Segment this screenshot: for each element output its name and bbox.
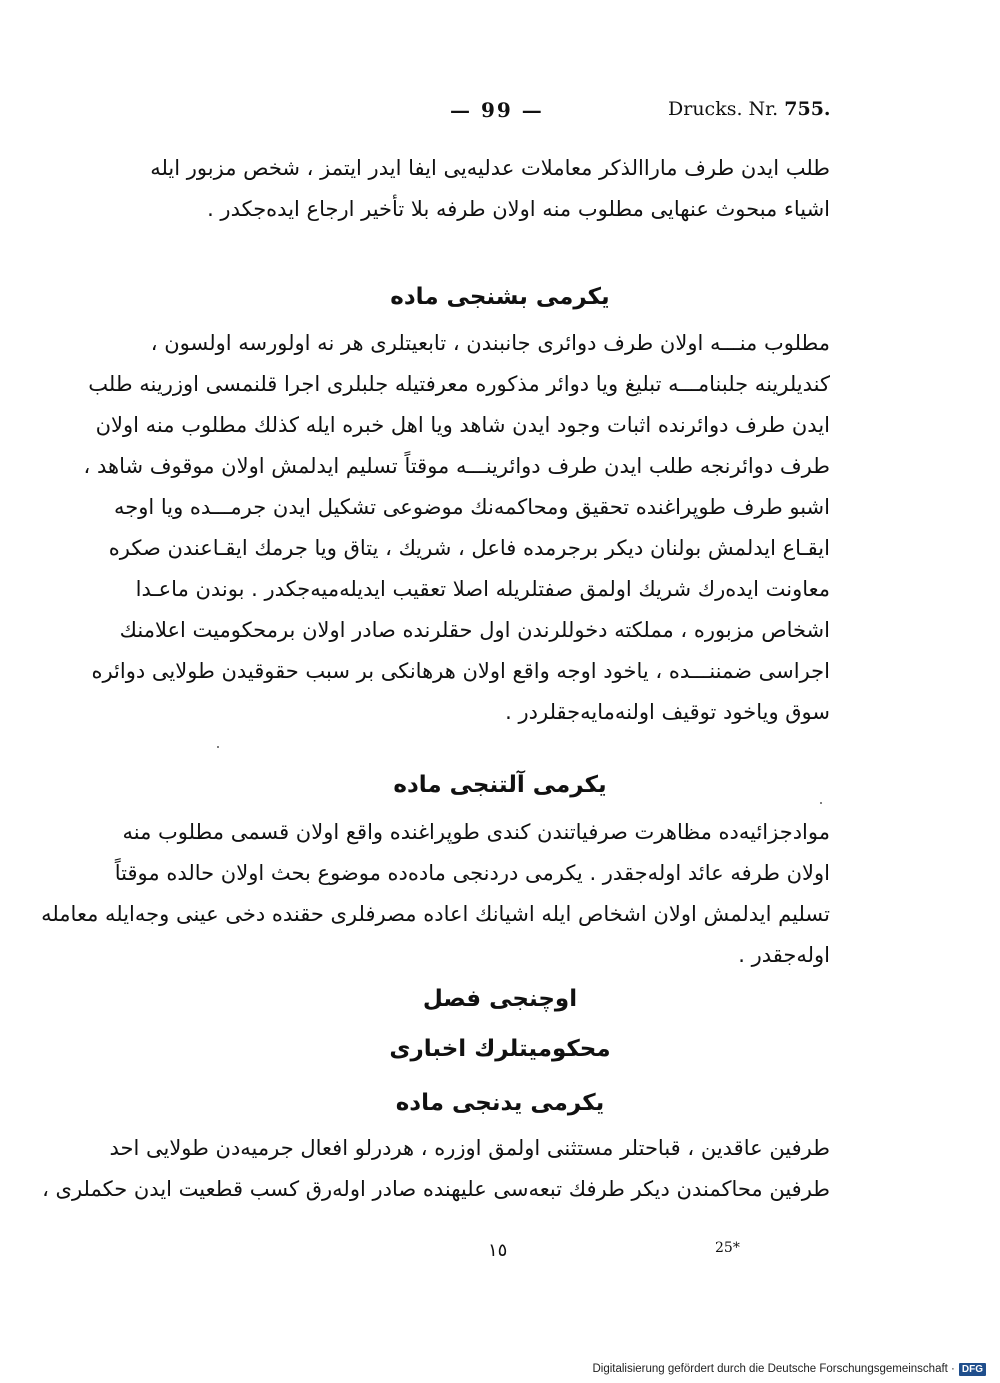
paragraph-line: اجراسی ضمننـــده ، یاخود اوجه واقع اولان هرهانکی بر سبب حقوقیدن طولایی دوائره [91, 659, 830, 683]
paragraph-line: تسلیم ایدلمش اولان اشخاص ایله اشیانك اعاده مصرفلری حقنده دخی عینی وجه‌ایله معامله [41, 902, 830, 926]
article-26-title: یکرمی آلتنجی ماده [393, 772, 607, 798]
paragraph-line: کندیلرینه جلبنامـــه تبلیغ ویا دوائر مذکوره معرفتیله جلبلری اجرا قلنمسی اوزرینه طلب [88, 372, 830, 396]
scan-speck [217, 746, 219, 748]
intro-paragraph [150, 148, 830, 230]
digitization-notice [592, 1359, 986, 1379]
paragraph-line: طرف دوائرنجه طلب ایدن طرف دوائرینـــه موقتاً تسلیم ایدلمش اولان موقوف شاهد ، [83, 454, 830, 478]
paragraph-line: طرفین محاکمندن دیکر طرفك تبعه‌سی علیهنده صادر اوله‌رق کسب قطعیت ایدن حکملری ، [42, 1177, 830, 1201]
print-reference [668, 98, 831, 120]
paragraph-line: سوق ویاخود توقیف اولنه‌مایه‌جقلردر . [505, 700, 830, 724]
page-number: — 99 — [450, 98, 544, 122]
scan-speck [820, 802, 822, 804]
paragraph-line: اشیاء مبحوث عنهایی مطلوب منه اولان طرفه بلا تأخیر ارجاع ایده‌جکدر . [207, 197, 830, 221]
signature-mark: ١٥ [488, 1240, 508, 1261]
page-header [0, 98, 1000, 134]
digitization-notice-text: Digitalisierung gefördert durch die Deutsche Forschungsgemeinschaft · [592, 1363, 955, 1375]
article-27-title: یکرمی یدنجی ماده [395, 1090, 605, 1116]
paragraph-line: اوله‌جقدر . [738, 943, 830, 967]
paragraph-line: مطلوب منـــه اولان طرف دوائری جانبندن ، تابعیتلری هر نه اولورسه اولسون ، [150, 331, 830, 355]
section-3-subtitle: محکومیتلرك اخباری [389, 1036, 611, 1062]
sheet-mark: 25* [715, 1240, 740, 1256]
article-26-body [41, 812, 830, 976]
paragraph-line: اشخاص مزبوره ، مملکته دخوللرندن اول حقلرنده صادر اولان برمحکومیت اعلامنك [119, 618, 830, 642]
paragraph-line: طرفین عاقدین ، قباحتلر مستثنی اولمق اوزره ، هردرلو افعال جرمیه‌دن طولایی احد [109, 1136, 830, 1160]
dfg-logo: DFG [959, 1363, 986, 1376]
paragraph-line: اولان طرفه عائد اوله‌جقدر . یکرمی دردنجی ماده‌ده موضوع بحث اولان حالده موقتاً [114, 861, 830, 885]
section-3-title: اوچنجی فصل [422, 986, 578, 1012]
paragraph-line: اشبو طرف طوپراغنده تحقیق ومحاکمه‌نك موضوعی تشکیل ایدن جرمـــده ویا اوجه [113, 495, 830, 519]
article-25-body [83, 323, 830, 733]
paragraph-line: ایقـاع ایدلمش بولنان دیکر برجرمده فاعل ، شریك ، یتاق ویا جرمك ایقـاعندن صکره [108, 536, 830, 560]
paragraph-line: طلب ایدن طرف ماراالذکر معاملات عدلیه‌یی ایفا ایدر ایتمز ، شخص مزبور ایله [150, 156, 830, 180]
print-reference-number: 755. [784, 98, 831, 120]
paragraph-line: موادجزائیه‌ده مظاهرت صرفیاتندن کندی طوپراغنده واقع اولان قسمی مطلوب منه [122, 820, 830, 844]
print-reference-prefix: Drucks. Nr. [668, 98, 785, 120]
article-25-title: یکرمی بشنجی ماده [390, 284, 610, 310]
article-27-body [42, 1128, 830, 1210]
paragraph-line: معاونت ایده‌رك شریك اولمق صفتلریله اصلا تعقیب ایدیله‌میه‌جکدر . بوندن ماعـدا [135, 577, 830, 601]
paragraph-line: ایدن طرف دوائرنده اثبات وجود ایدن شاهد ویا اهل خبره ایله کذلك مطلوب منه اولان [95, 413, 830, 437]
